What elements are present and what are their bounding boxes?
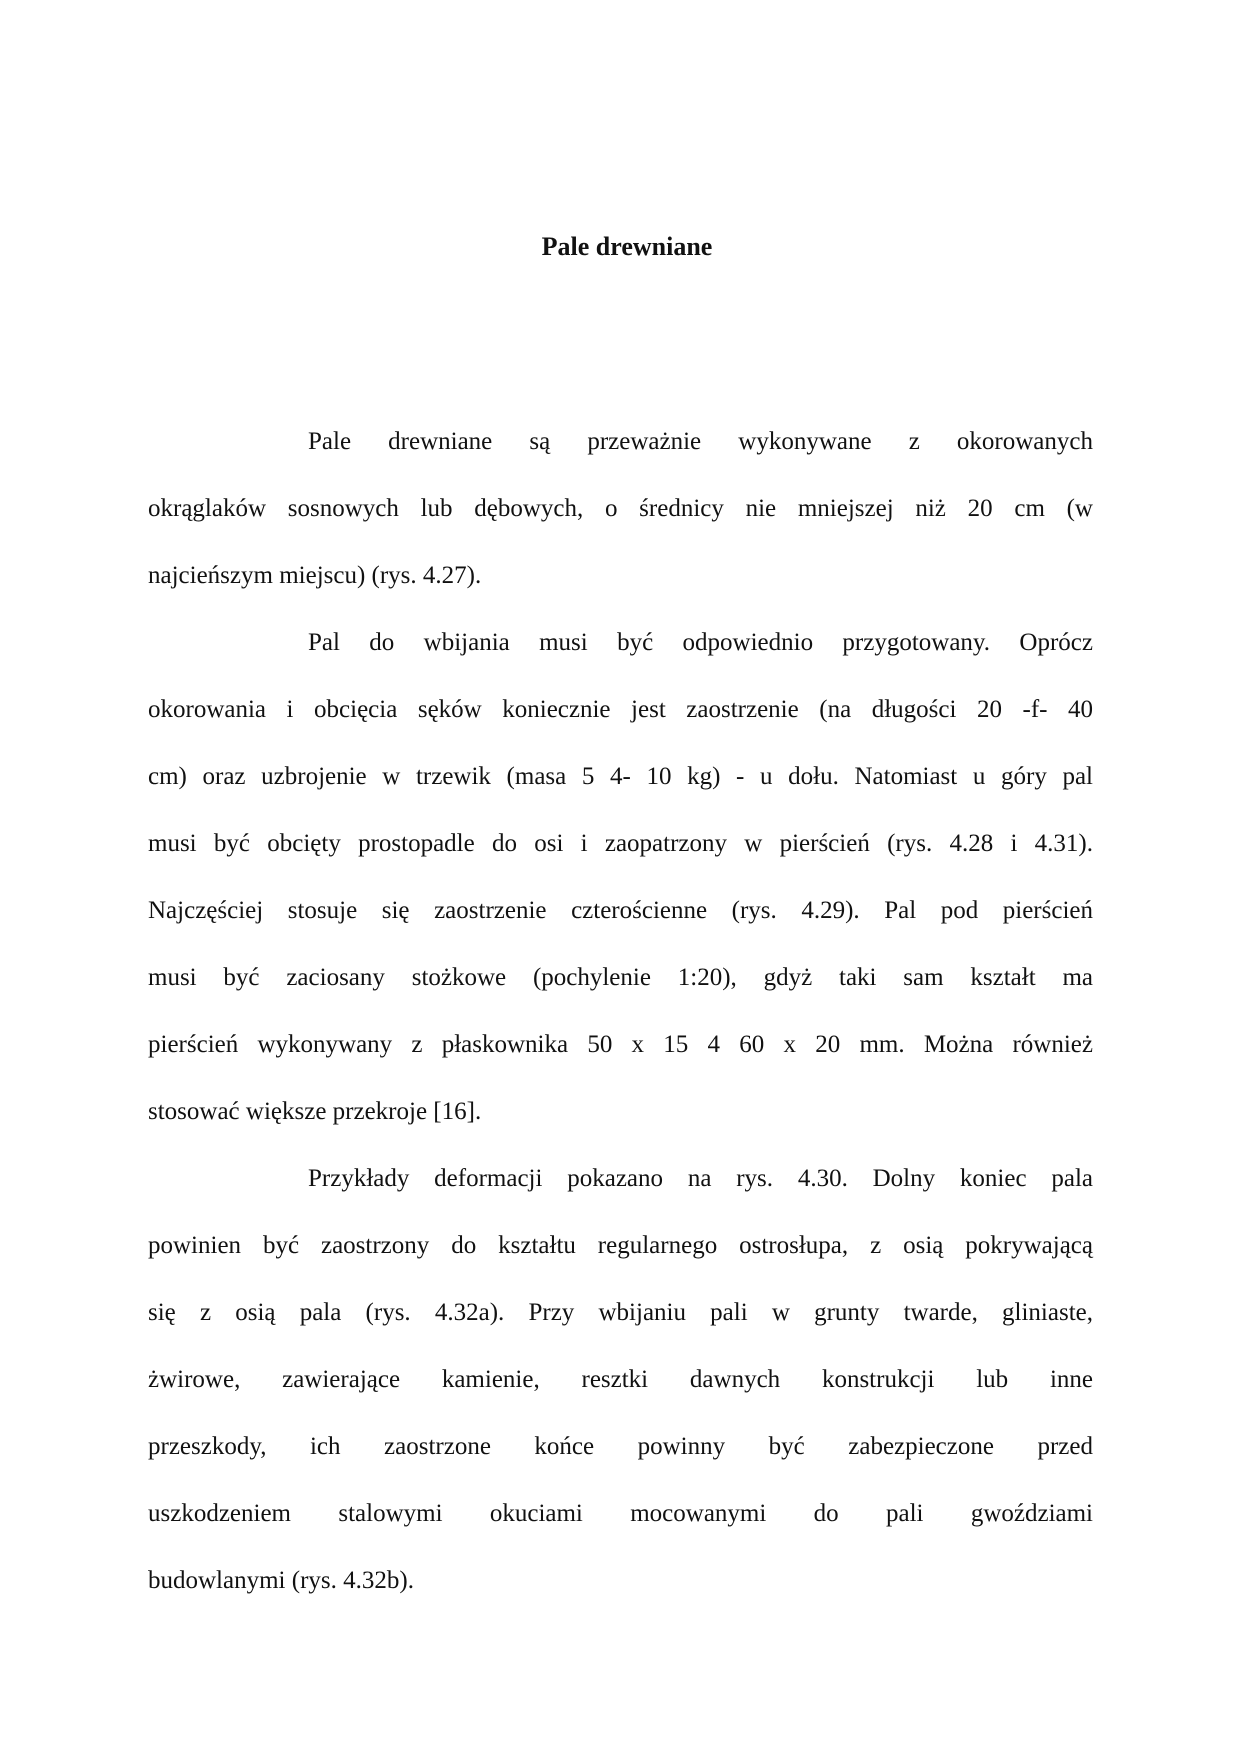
text-line: uszkodzeniem stalowymi okuciami mocowanymi do pali gwoździami bbox=[148, 1500, 1093, 1527]
text-line: najcieńszym miejscu) (rys. 4.27). bbox=[148, 562, 482, 589]
text-line: okrąglaków sosnowych lub dębowych, o średnicy nie mniejszej niż 20 cm (w bbox=[148, 495, 1093, 522]
paragraph-3 bbox=[148, 1145, 1093, 1614]
text-line: Najczęściej stosuje się zaostrzenie czterościenne (rys. 4.29). Pal pod pierścień bbox=[148, 897, 1093, 924]
text-line: cm) oraz uzbrojenie w trzewik (masa 5 4- 10 kg) - u dołu. Natomiast u góry pal bbox=[148, 763, 1093, 790]
text-line: powinien być zaostrzony do kształtu regularnego ostrosłupa, z osią pokrywającą bbox=[148, 1232, 1093, 1259]
text-line: budowlanymi (rys. 4.32b). bbox=[148, 1567, 414, 1594]
text-line: Pale drewniane są przeważnie wykonywane z okorowanych bbox=[308, 428, 1093, 455]
page-title: Pale drewniane bbox=[541, 232, 713, 261]
paragraph-1 bbox=[148, 408, 1093, 609]
paragraph-2 bbox=[148, 609, 1093, 1145]
text-line: pierścień wykonywany z płaskownika 50 x 15 4 60 x 20 mm. Można również bbox=[148, 1031, 1093, 1058]
document-body bbox=[148, 408, 1093, 1614]
text-line: musi być zaciosany stożkowe (pochylenie 1:20), gdyż taki sam kształt ma bbox=[148, 964, 1093, 991]
text-line: żwirowe, zawierające kamienie, resztki dawnych konstrukcji lub inne bbox=[148, 1366, 1093, 1393]
text-line: okorowania i obcięcia sęków koniecznie jest zaostrzenie (na długości 20 -f- 40 bbox=[148, 696, 1093, 723]
text-line: się z osią pala (rys. 4.32a). Przy wbijaniu pali w grunty twarde, gliniaste, bbox=[148, 1299, 1093, 1326]
text-line: Przykłady deformacji pokazano na rys. 4.30. Dolny koniec pala bbox=[308, 1165, 1093, 1192]
text-line: przeszkody, ich zaostrzone końce powinny być zabezpieczone przed bbox=[148, 1433, 1093, 1460]
text-line: Pal do wbijania musi być odpowiednio przygotowany. Oprócz bbox=[308, 629, 1093, 656]
text-line: musi być obcięty prostopadle do osi i zaopatrzony w pierścień (rys. 4.28 i 4.31). bbox=[148, 830, 1093, 857]
text-line: stosować większe przekroje [16]. bbox=[148, 1098, 482, 1125]
